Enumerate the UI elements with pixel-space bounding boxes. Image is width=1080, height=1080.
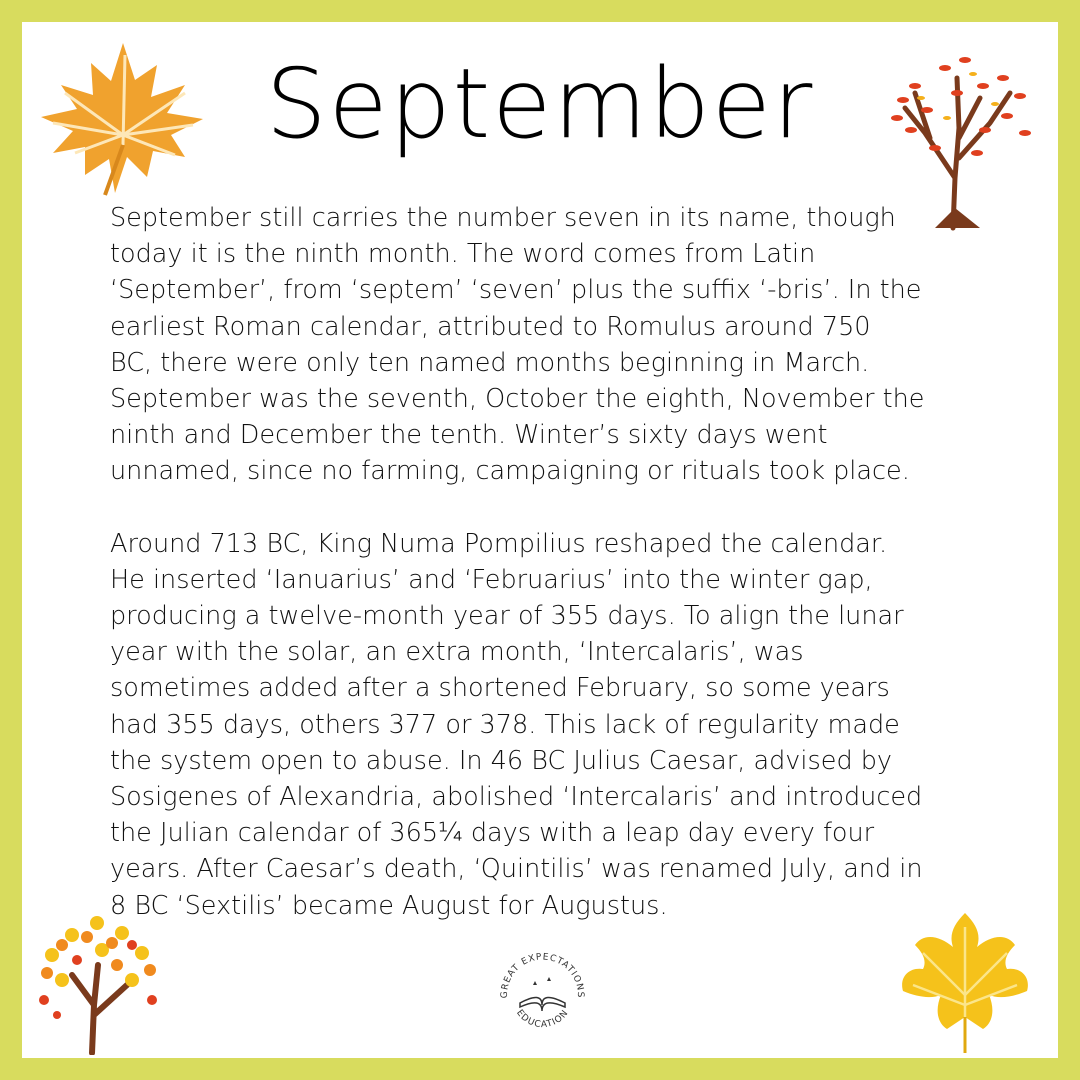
yellow-leaf-icon (895, 905, 1035, 1055)
paragraph-1: September still carries the number seven in its name, though today it is the ninth month. The word comes from Latin ‘September’, from ‘septem’ ‘seven’ plus the suffix ‘-bris’. In the earliest Roman calendar, attributed to Romulus around 750 BC, there were only ten named months beginning in March. September was the seventh, October the eighth, November the ninth and December the tenth. Winter’s sixty days went unnamed, since no farming, campaigning or rituals took place. (110, 203, 925, 487)
svg-text:GREAT EXPECTATIONS (500, 952, 585, 998)
article-body (110, 200, 970, 924)
paragraph-2: Around 713 BC, King Numa Pompilius reshaped the calendar. He inserted ‘Ianuarius’ and ‘Februarius’ into the winter gap, producing a twelve-month year of 355 days. To align the lunar year with the solar, an extra month, ‘Intercalaris’, was sometimes added after a shortened February, so some years had 355 days, others 377 or 378. This lack of regularity made the system open to abuse. In 46 BC Julius Caesar, advised by Sosigenes of Alexandria, abolished ‘Intercalaris’ and introduced the Julian calendar of 365¼ days with a leap day every four years. After Caesar’s death, ‘Quintilis’ was renamed July, and in 8 BC ‘Sextilis’ became August for Augustus. (110, 528, 923, 921)
svg-text:EDUCATION (514, 1008, 571, 1030)
maple-leaf-icon (35, 35, 210, 205)
red-leaf-tree-icon (885, 38, 1035, 233)
logo-top-text: GREAT EXPECTATIONS (499, 952, 586, 999)
autumn-tree-icon (32, 905, 167, 1055)
book-logo-icon (495, 945, 590, 1040)
page-title: September (265, 48, 815, 160)
logo-bottom-text: EDUCATION (514, 1008, 571, 1031)
